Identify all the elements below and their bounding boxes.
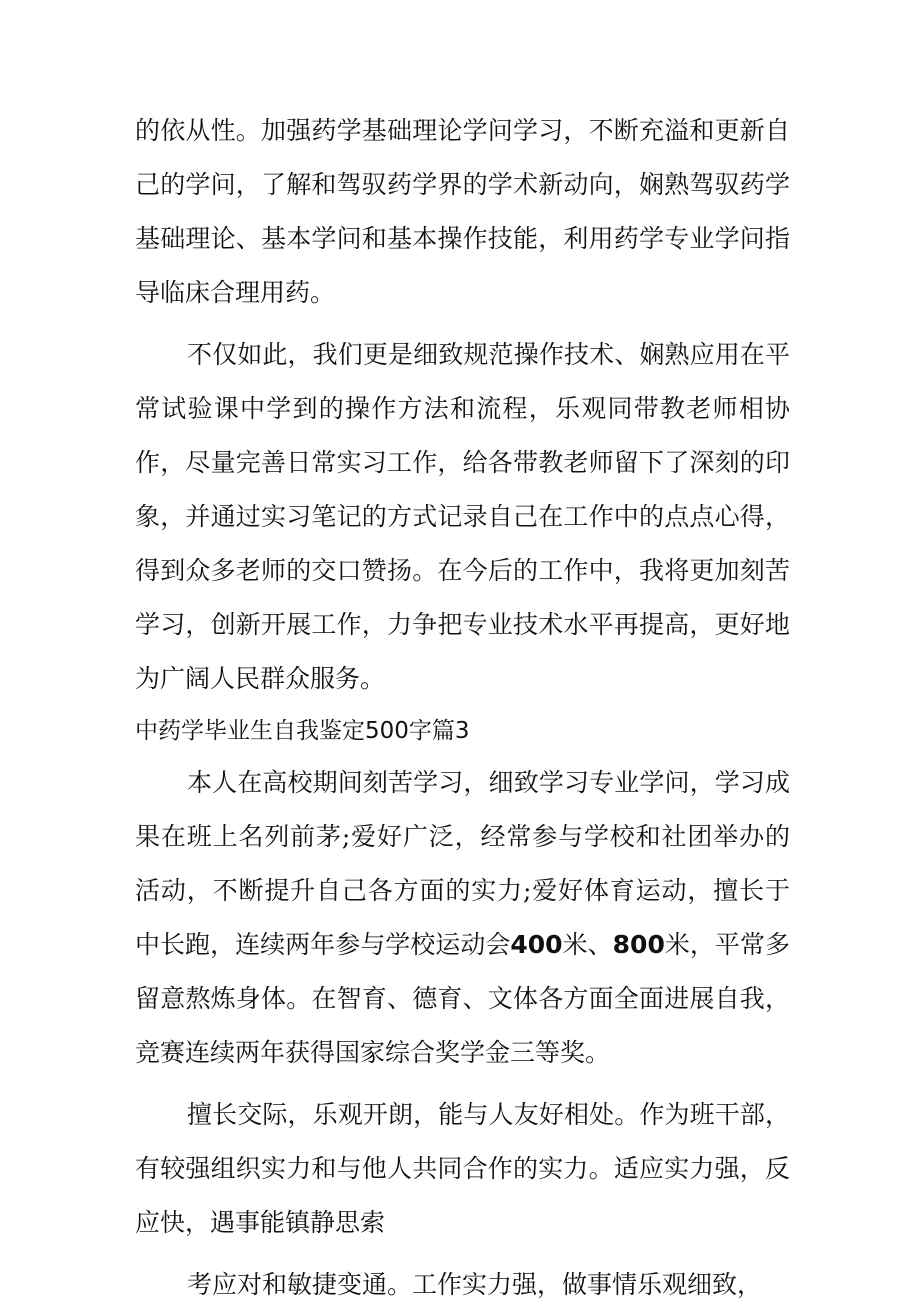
paragraph-adaptability: 考应对和敏捷变通。工作实力强，做事情乐观细致，	[187, 1270, 763, 1299]
paragraph-text-part: 米、	[562, 930, 613, 959]
document-body	[135, 104, 790, 1312]
number-800: 800	[612, 930, 665, 959]
paragraph-internship-summary: 不仅如此，我们更是细致规范操作技术、娴熟应用在平常试验课中学到的操作方法和流程，乐观同带教老师相协作，尽量完善日常实习工作，给各带教老师留下了深刻的印象，并通过实习笔记的方式记录自己在工作中的点点心得，得到众多老师的交口赞扬。在今后的工作中，我将更加刻苦学习，创新开展工作，力争把专业技术水平再提高，更好地为广阔人民群众服务。	[135, 340, 790, 693]
paragraph-continuation: 的依从性。加强药学基础理论学问学习，不断充溢和更新自己的学问，了解和驾驭药学界的学术新动向，娴熟驾驭药学基础理论、基本学问和基本操作技能，利用药学专业学问指导临床合理用药。	[135, 116, 790, 307]
paragraph-text-part: 本人在高校期间刻苦学习，细致学习专业学问，学习成果在班上名列前茅;爱好广泛，经常参与学校和社团举办的活动，不断提升自己各方面的实力;爱好体育运动，擅长于中长跑，连续两年参与学校运动会	[135, 768, 790, 959]
number-400: 400	[510, 930, 563, 959]
paragraph-personality: 擅长交际，乐观开朗，能与人友好相处。作为班干部，有较强组织实力和与他人共同合作的实力。适应实力强，反应快，遇事能镇静思索	[135, 1100, 790, 1237]
paragraph-text-part: 米，平常多留意熬炼身体。在智育、德育、文体各方面全面进展自我，竞赛连续两年获得国家综合奖学金三等奖。	[135, 930, 790, 1067]
section-heading: 中药学毕业生自我鉴定500字篇3	[135, 718, 470, 744]
paragraph-study-and-sports	[135, 756, 790, 1080]
